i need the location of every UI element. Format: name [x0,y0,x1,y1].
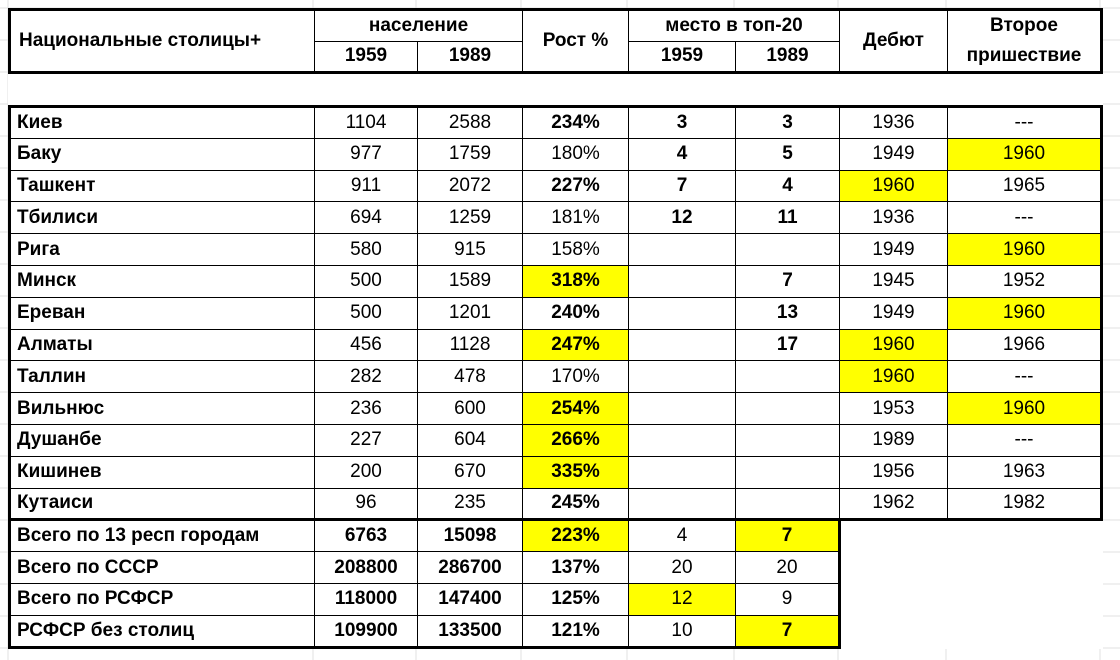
pop-1959: 236 [315,393,418,425]
spacer-row [10,73,1102,107]
total-growth: 125% [523,583,629,615]
table-row [10,107,1102,139]
rank-1959 [629,424,736,456]
header-second-bottom: пришествие [948,41,1102,73]
city-name: Алматы [10,329,315,361]
rank-1989 [736,456,840,488]
total-rank-1959: 20 [629,552,736,584]
rank-1959 [629,361,736,393]
second-coming-year: 1960 [948,297,1102,329]
city-name: Вильнюс [10,393,315,425]
empty-cell [840,552,948,584]
city-name: Кишинев [10,456,315,488]
empty-cell [948,615,1102,647]
pop-1959: 96 [315,488,418,520]
pop-1989: 600 [418,393,523,425]
pop-1989: 235 [418,488,523,520]
pop-1959: 977 [315,138,418,170]
rank-1989 [736,393,840,425]
pop-1989: 604 [418,424,523,456]
pop-1989: 1128 [418,329,523,361]
spacer-cell [10,73,1102,107]
city-name: Рига [10,234,315,266]
city-name: Тбилиси [10,202,315,234]
table-row [10,329,1102,361]
header-pop-1959: 1959 [315,41,418,73]
pop-1989: 915 [418,234,523,266]
total-row [10,552,1102,584]
pop-1959: 200 [315,456,418,488]
empty-cell [840,615,948,647]
pop-1959: 227 [315,424,418,456]
second-coming-year: --- [948,107,1102,139]
rank-1959: 3 [629,107,736,139]
growth-percent: 240% [523,297,629,329]
total-rank-1959: 12 [629,583,736,615]
debut-year: 1949 [840,234,948,266]
header-rank-1989: 1989 [736,41,840,73]
growth-percent: 247% [523,329,629,361]
total-pop-1989: 133500 [418,615,523,647]
pop-1959: 282 [315,361,418,393]
total-row [10,615,1102,647]
growth-percent: 335% [523,456,629,488]
city-name: Ереван [10,297,315,329]
rank-1989: 3 [736,107,840,139]
header-row-1 [10,10,1102,42]
city-name: Душанбе [10,424,315,456]
rank-1959: 4 [629,138,736,170]
rank-1989: 17 [736,329,840,361]
city-name: Киев [10,107,315,139]
header-growth: Рост % [523,10,629,73]
total-name: Всего по РСФСР [10,583,315,615]
total-name: Всего по СССР [10,552,315,584]
growth-percent: 245% [523,488,629,520]
growth-percent: 181% [523,202,629,234]
total-pop-1989: 286700 [418,552,523,584]
total-growth: 121% [523,615,629,647]
debut-year: 1949 [840,138,948,170]
growth-percent: 158% [523,234,629,266]
second-coming-year: 1952 [948,265,1102,297]
rank-1989: 11 [736,202,840,234]
rank-1959 [629,393,736,425]
pop-1989: 1589 [418,265,523,297]
city-name: Таллин [10,361,315,393]
pop-1989: 2588 [418,107,523,139]
total-row [10,520,1102,552]
total-pop-1959: 118000 [315,583,418,615]
empty-cell [948,552,1102,584]
pop-1959: 694 [315,202,418,234]
pop-1989: 670 [418,456,523,488]
debut-year: 1989 [840,424,948,456]
rank-1989 [736,234,840,266]
second-coming-year: 1966 [948,329,1102,361]
total-rank-1989: 7 [736,615,840,647]
total-name: Всего по 13 респ городам [10,520,315,552]
header-rank: место в топ-20 [629,10,840,42]
table-row [10,202,1102,234]
total-rank-1959: 10 [629,615,736,647]
total-rank-1989: 7 [736,520,840,552]
header-second-top: Второе [948,10,1102,42]
debut-year: 1960 [840,361,948,393]
city-name: Кутаиси [10,488,315,520]
total-rank-1989: 9 [736,583,840,615]
rank-1989 [736,488,840,520]
debut-year: 1960 [840,170,948,202]
growth-percent: 266% [523,424,629,456]
total-pop-1989: 15098 [418,520,523,552]
empty-cell [948,583,1102,615]
pop-1989: 478 [418,361,523,393]
growth-percent: 227% [523,170,629,202]
second-coming-year: 1960 [948,393,1102,425]
total-pop-1959: 109900 [315,615,418,647]
second-coming-year: --- [948,361,1102,393]
second-coming-year: --- [948,202,1102,234]
table-row [10,456,1102,488]
rank-1959 [629,488,736,520]
debut-year: 1949 [840,297,948,329]
total-growth: 137% [523,552,629,584]
second-coming-year: 1963 [948,456,1102,488]
table-row [10,265,1102,297]
debut-year: 1956 [840,456,948,488]
pop-1959: 1104 [315,107,418,139]
rank-1959: 12 [629,202,736,234]
pop-1959: 456 [315,329,418,361]
total-row [10,583,1102,615]
pop-1959: 500 [315,265,418,297]
rank-1959: 7 [629,170,736,202]
total-pop-1959: 208800 [315,552,418,584]
city-name: Баку [10,138,315,170]
rank-1989: 13 [736,297,840,329]
growth-percent: 234% [523,107,629,139]
table-row [10,138,1102,170]
rank-1959 [629,297,736,329]
debut-year: 1945 [840,265,948,297]
header-capitals: Национальные столицы+ [10,10,315,73]
rank-1959 [629,329,736,361]
second-coming-year: 1965 [948,170,1102,202]
total-name: РСФСР без столиц [10,615,315,647]
table-row [10,393,1102,425]
pop-1989: 1759 [418,138,523,170]
debut-year: 1962 [840,488,948,520]
rank-1989 [736,361,840,393]
table-row [10,424,1102,456]
total-growth: 223% [523,520,629,552]
second-coming-year: 1982 [948,488,1102,520]
header-rank-1959: 1959 [629,41,736,73]
total-pop-1959: 6763 [315,520,418,552]
header-pop-1989: 1989 [418,41,523,73]
growth-percent: 170% [523,361,629,393]
debut-year: 1953 [840,393,948,425]
total-rank-1989: 20 [736,552,840,584]
pop-1959: 911 [315,170,418,202]
rank-1959 [629,456,736,488]
second-coming-year: --- [948,424,1102,456]
debut-year: 1960 [840,329,948,361]
pop-1989: 2072 [418,170,523,202]
rank-1989: 4 [736,170,840,202]
debut-year: 1936 [840,107,948,139]
table-row [10,170,1102,202]
table-row [10,361,1102,393]
rank-1989 [736,424,840,456]
empty-cell [948,520,1102,552]
rank-1959 [629,234,736,266]
capitals-table [8,8,1103,649]
pop-1959: 580 [315,234,418,266]
growth-percent: 254% [523,393,629,425]
rank-1959 [629,265,736,297]
empty-cell [840,583,948,615]
rank-1989: 7 [736,265,840,297]
table-row [10,234,1102,266]
city-rows [10,107,1102,520]
second-coming-year: 1960 [948,234,1102,266]
debut-year: 1936 [840,202,948,234]
rank-1989: 5 [736,138,840,170]
growth-percent: 180% [523,138,629,170]
pop-1989: 1259 [418,202,523,234]
pop-1989: 1201 [418,297,523,329]
total-rank-1959: 4 [629,520,736,552]
growth-percent: 318% [523,265,629,297]
second-coming-year: 1960 [948,138,1102,170]
city-name: Ташкент [10,170,315,202]
city-name: Минск [10,265,315,297]
table-row [10,488,1102,520]
header-population: население [315,10,523,42]
table-row [10,297,1102,329]
pop-1959: 500 [315,297,418,329]
empty-cell [840,520,948,552]
total-rows [10,520,1102,647]
header-debut: Дебют [840,10,948,73]
total-pop-1989: 147400 [418,583,523,615]
